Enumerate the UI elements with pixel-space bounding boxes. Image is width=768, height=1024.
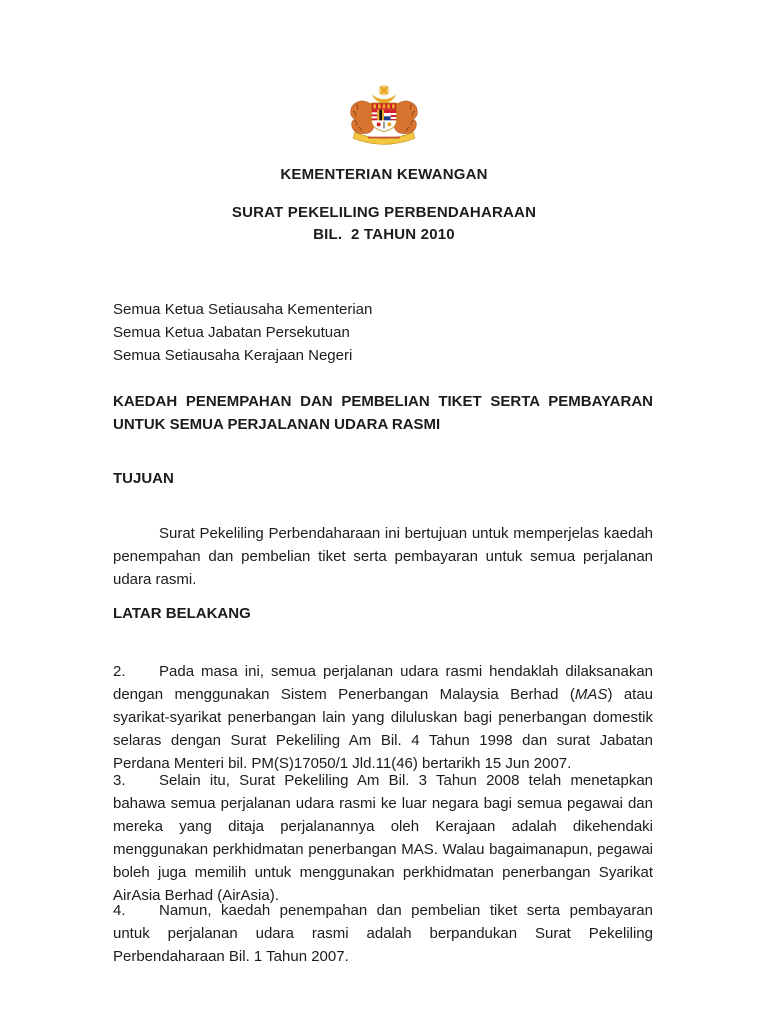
recipient-line: Semua Setiausaha Kerajaan Negeri — [113, 347, 353, 364]
recipient-line: Semua Ketua Setiausaha Kementerian — [113, 301, 373, 318]
paragraph-3 — [113, 769, 653, 907]
paragraph-2 — [113, 660, 653, 775]
circular-number: BIL. 2 TAHUN 2010 — [313, 226, 455, 243]
coat-of-arms-icon — [343, 83, 425, 155]
paragraph-3-text: Selain itu, Surat Pekeliling Am Bil. 3 Tahun 2008 telah menetapkan bahawa semua perjalanan udara rasmi ke luar negara bagi semua pegawai dan mereka yang ditaja perjalanannya oleh Kerajaan adalah dikehendaki menggunakan perkhidmatan penerbangan MAS. Walau bagaimanapun, pegawai boleh juga memilih untuk menggunakan perkhidmatan penerbangan Syarikat AirAsia Berhad (AirAsia). — [113, 772, 653, 904]
paragraph-4-text: Namun, kaedah penempahan dan pembelian tiket serta pembayaran untuk perjalanan udara rasmi adalah berpandukan Surat Pekeliling Perbendaharaan Bil. 1 Tahun 2007. — [113, 902, 653, 965]
paragraph-2-text: Pada masa ini, semua perjalanan udara rasmi hendaklah dilaksanakan dengan menggunakan Sistem Penerbangan Malaysia Berhad ( — [113, 663, 653, 703]
paragraph-number: 2. — [113, 663, 126, 680]
recipient-list — [113, 298, 372, 367]
paragraph-4 — [113, 899, 653, 968]
recipient-line: Semua Ketua Jabatan Persekutuan — [113, 324, 350, 341]
paragraph-2-italic-term: MAS — [574, 686, 608, 703]
circular-title-line1: SURAT PEKELILING PERBENDAHARAAN — [231, 204, 537, 221]
paragraph-2-text: ) atau syarikat-syarikat penerbangan lain yang diluluskan bagi penerbangan domestik selaras dengan Surat Pekeliling Am Bil. 4 Tahun 1998 dan surat Jabatan Perdana Menteri bil. PM(S)17050/1 Jld.11(46) bertarikh 15 Jun 2007. — [113, 686, 654, 772]
paragraph-number: 3. — [113, 772, 126, 789]
paragraph-purpose: Surat Pekeliling Perbendaharaan ini bertujuan untuk memperjelas kaedah penempahan dan pembelian tiket serta pembayaran untuk semua perjalanan udara rasmi. — [113, 525, 653, 588]
subject-heading: KAEDAH PENEMPAHAN DAN PEMBELIAN TIKET SERTA PEMBAYARAN UNTUK SEMUA PERJALANAN UDARA RASMI — [113, 393, 653, 433]
section-heading-tujuan: TUJUAN — [113, 470, 174, 487]
circular-title — [0, 202, 768, 246]
paragraph-number: 4. — [113, 902, 126, 919]
ministry-name: KEMENTERIAN KEWANGAN — [280, 166, 488, 183]
section-heading-latar-belakang: LATAR BELAKANG — [113, 605, 251, 622]
